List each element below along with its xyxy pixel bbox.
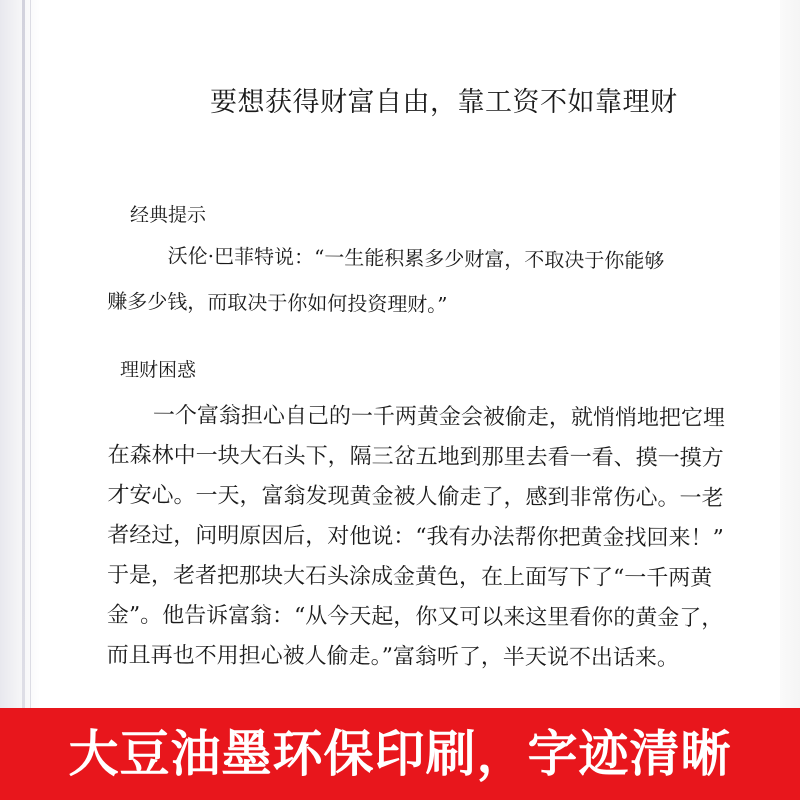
paragraph-line: 者经过，问明原因后，对他说：“我有办法帮你把黄金找回来！” (107, 522, 724, 552)
story-paragraph (107, 396, 748, 679)
section-heading-tip: 经典提示 (130, 204, 207, 226)
paragraph-line: 赚多少钱，而取决于你如何投资理财。” (107, 288, 448, 317)
paragraph-line: 于是，老者把那块大石头涂成金黄色，在上面写下了“一千两黄 (106, 562, 713, 592)
paragraph-line: 金”。他告诉富翁：“从今天起，你又可以来这里看你的黄金了， (106, 602, 724, 632)
paragraph-line: 在森林中一块大石头下，隔三岔五地到那里去看一看、摸一摸方 (107, 442, 724, 472)
page-title: 要想获得财富自由，靠工资不如靠理财 (210, 87, 678, 118)
promo-banner-text: 大豆油墨环保印刷，字迹清晰 (68, 725, 732, 783)
page-stack-edge (22, 0, 25, 710)
promo-banner (0, 708, 800, 800)
paragraph-line: 而且再也不用担心被人偷走。”富翁听了，半天说不出话来。 (106, 642, 679, 671)
paragraph-line: 一个富翁担心自己的一千两黄金会被偷走，就悄悄地把它埋 (152, 403, 725, 432)
page-stack-edge-inner (30, 0, 31, 710)
section-heading-puzzle: 理财困惑 (120, 359, 197, 381)
quote-paragraph (107, 232, 748, 331)
paragraph-line: 沃伦·巴菲特说：“一生能积累多少财富，不取决于你能够 (167, 243, 665, 273)
paragraph-line: 才安心。一天，富翁发现黄金被人偷走了，感到非常伤心。一老 (107, 482, 724, 512)
